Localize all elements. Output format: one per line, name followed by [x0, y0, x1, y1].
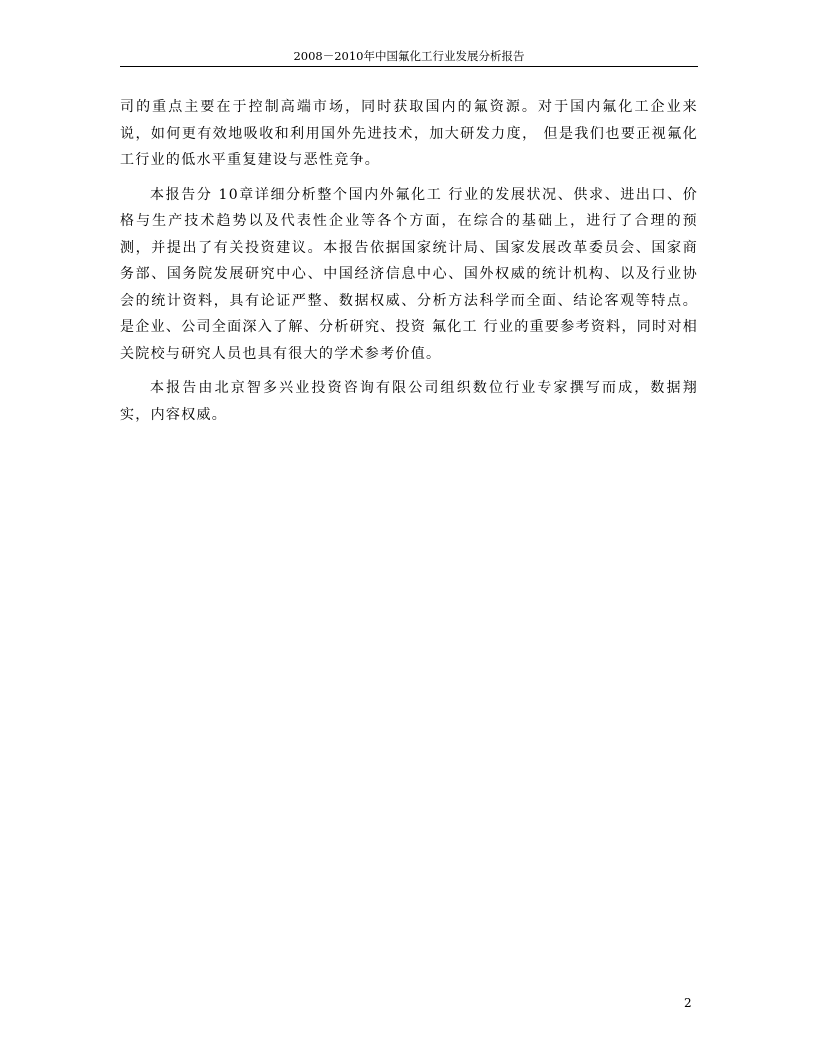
paragraph-continued: 司的重点主要在于控制高端市场，同时获取国内的氟资源。对于国内氟化工企业来说，如何更有效地吸收和利用国外先进技术，加大研发力度， 但是我们也要正视氟化工行业的低水平重复建设与恶性竞争。 — [120, 99, 698, 168]
document-body — [120, 94, 698, 428]
page-header — [120, 46, 698, 67]
paragraph-report-overview: 本报告分 10章详细分析整个国内外氟化工 行业的发展状况、供求、进出口、价格与生产技术趋势以及代表性企业等各个方面，在综合的基础上，进行了合理的预测，并提出了有关投资建议。本报告依据国家统计局、国家发展改革委员会、国家商务部、国务院发展研究中心、中国经济信息中心、国外权威的统计机构、以及行业协会的统计资料，具有论证严整、数据权威、分析方法科学而全面、结论客观等特点。是企业、公司全面深入了解、分析研究、投资 氟化工 行业的重要参考资料，同时对相关院校与研究人员也具有很大的学术参考价值。 — [120, 186, 698, 362]
paragraph-report-author: 本报告由北京智多兴业投资咨询有限公司组织数位行业专家撰写而成，数据翔实，内容权威。 — [120, 380, 698, 423]
header-title: 2008－2010年中国氟化工行业发展分析报告 — [293, 49, 525, 63]
page-number: 2 — [684, 996, 692, 1010]
